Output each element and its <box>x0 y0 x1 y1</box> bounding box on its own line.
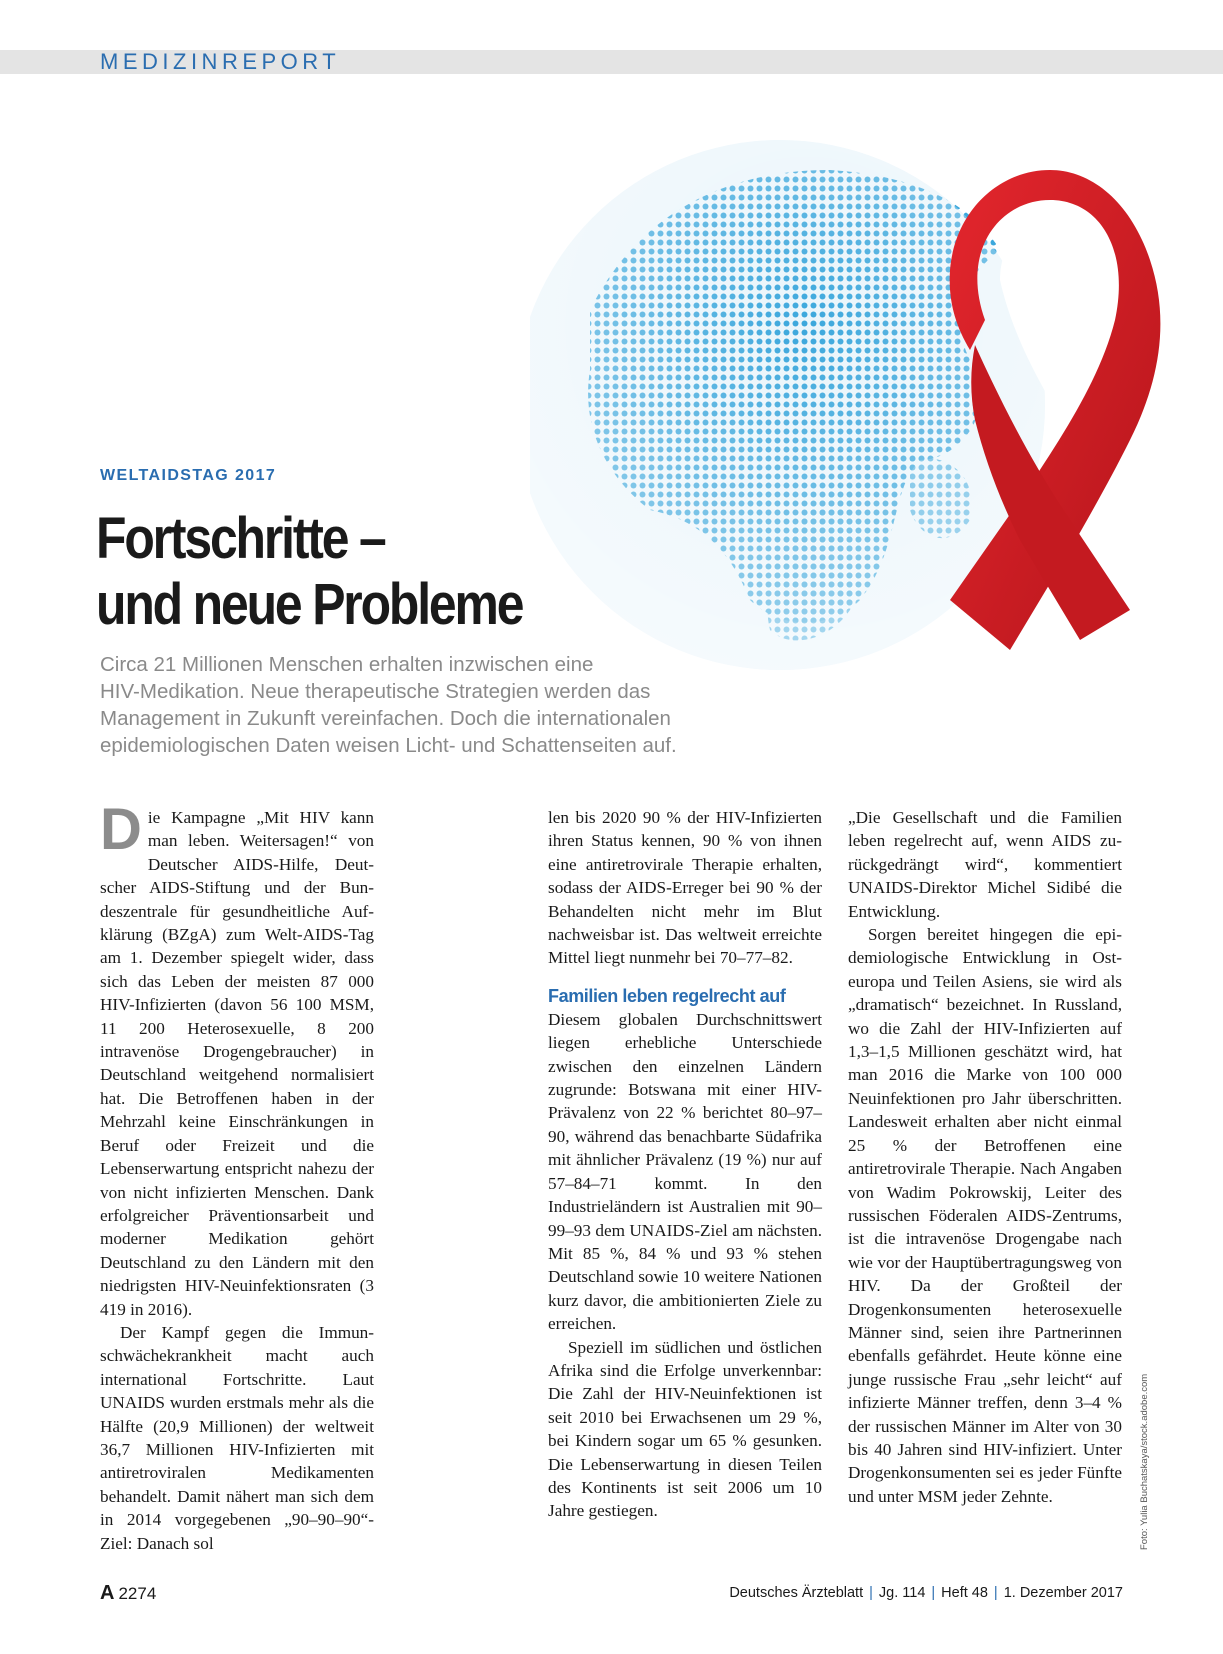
journal-name: Deutsches Ärzteblatt <box>729 1585 864 1601</box>
paragraph: „Die Gesellschaft und die Familien leben regelrecht auf, wenn AIDS zurückgedrängt wird“, kommentiert UNAIDS-Direktor Michel Sidibé die Entwicklung. <box>848 808 1122 921</box>
drop-cap: D <box>100 797 142 862</box>
subheading: Familien leben regelrecht auf <box>548 985 786 1006</box>
body-column-1 <box>100 797 374 1555</box>
footer-divider: | <box>869 1585 873 1601</box>
journal-footer <box>729 1585 1123 1601</box>
photo-credit: Foto: Yulia Buchatskaya/stock.adobe.com <box>1139 1373 1150 1550</box>
journal-date: 1. Dezember 2017 <box>1003 1585 1123 1601</box>
footer-divider: | <box>931 1585 936 1601</box>
page-letter: A <box>100 1582 115 1604</box>
body-column-2 <box>548 806 822 1523</box>
body-column-3 <box>848 806 1122 1508</box>
page-number-value: 2274 <box>118 1584 157 1603</box>
paragraph: Sorgen bereitet hingegen die epidemiologische Entwicklung in Osteuropa und Teilen Asiens, sie wird als „dramatisch“ bezeichnet. In Russland, wo die Zahl der HIV-Infizierten auf 1,3–1,5 Millionen geschätzt wird, hat man 2016 die Marke von 100 000 Neuinfektionen pro Jahr überschritten. Landesweit erhalten aber nicht einmal 25 % der Betroffenen eine antiretrovirale Therapie. Nach Angaben von Wadim Pokrowskij, Leiter des russischen Föderalen AIDS-Zentrums, ist die intravenöse Drogengabe nach wie vor der Hauptübertragungsweg von HIV. Da der Großteil der Drogenkonsumenten heterosexuelle Männer sind, seien ihre Partnerinnen ebenfalls gefährdet. Heute könne eine junge russische Frau „sehr leicht“ auf infizierte Männer treffen, denn 3–4 % der russischen Männer im Alter von 30 bis 40 Jahren sind HIV-infiziert. Unter Drogenkonsumenten sei es jeder Fünfte und unter MSM jeder Zehnte. <box>848 925 1122 1506</box>
article-lead <box>100 651 800 759</box>
paragraph: Der Kampf gegen die Immunschwächekrankheit macht auch international Fortschritte. Laut UNAIDS wurden erstmals mehr als die Hälfte (20,9 Millionen) der weltweit 36,7 Millionen HIV-Infizierten mit antiretroviralen Medikamenten behandelt. Damit nähert man sich dem in 2014 vorgegebenen „90–90–90“-Ziel: Danach sol <box>100 1322 374 1553</box>
paragraph: Speziell im südlichen und östlichen Afrika sind die Erfolge unverkennbar: Die Zahl der HIV-Neuinfektionen ist seit 2010 bei Erwachsenen um 29 %, bei Kindern sogar um 65 % gesunken. Die Lebenserwartung in diesen Teilen des Kontinents ist seit 2006 um 10 Jahre gestiegen. <box>548 1337 822 1521</box>
journal-volume: Jg. 114 <box>878 1585 926 1601</box>
journal-issue: Heft 48 <box>941 1585 988 1601</box>
headline-line-2: und neue Probleme <box>96 572 523 637</box>
lead-line-2: HIV-Medikation. Neue therapeutische Strategien werden das <box>100 680 651 703</box>
section-label: MEDIZINREPORT <box>100 49 341 74</box>
red-ribbon-icon <box>950 170 1161 650</box>
paragraph: len bis 2020 90 % der HIV-Infizierten ihren Status kennen, 90 % von ihnen eine antiretrovirale Therapie erhalten, sodass der AIDS-Erreger bei 90 % der Behandelten nicht mehr im Blut nachweisbar ist. Das weltweit erreichte Mittel liegt nunmehr bei 70–77–82. <box>548 808 822 968</box>
globe-ribbon-illustration <box>530 130 1170 690</box>
lead-line-1: Circa 21 Millionen Menschen erhalten inzwischen eine <box>100 653 594 676</box>
paragraph-text: ie Kampagne „Mit HIV kann man leben. Weitersagen!“ von Deutscher AIDS-Hilfe, Deutscher AIDS-Stiftung und der Bundeszentrale für gesundheitliche Aufklärung (BZgA) zum Welt-AIDS-Tag am 1. Dezember spiegelt wider, dass sich das Leben der meisten 87 000 HIV-Infizierten (davon 56 100 MSM, 11 200 Heterosexuelle, 8 200 intravenöse Drogengebraucher) in Deutschland weitgehend normalisiert hat. Die Betroffenen haben in der Mehrzahl keine Einschränkungen in Beruf oder Freizeit und die Lebenserwartung entspricht nahezu der von nicht infizierten Menschen. Dank erfolgreicher Präventionsarbeit und moderner Medikation gehört Deutschland zu den Ländern mit den niedrigsten HIV-Neuinfektionsraten (3 419 in 2016). <box>100 808 374 1319</box>
article-kicker: WELTAIDSTAG 2017 <box>100 467 277 484</box>
headline-line-1: Fortschritte – <box>96 506 385 571</box>
footer-divider: | <box>993 1585 998 1601</box>
article-headline <box>96 506 592 638</box>
lead-line-3: Management in Zukunft vereinfachen. Doch die internationalen <box>100 707 671 730</box>
lead-line-4: epidemiologischen Daten weisen Licht- und Schattenseiten auf. <box>100 734 677 757</box>
page-number <box>100 1582 156 1605</box>
paragraph <box>100 797 374 1321</box>
paragraph: Diesem globalen Durchschnittswert liegen erhebliche Unterschiede zwischen den einzelnen Ländern zugrunde: Botswana mit einer HIV-Prävalenz von 22 % berichtet 80–97–90, während das benachbarte Südafrika mit ähnlicher Prävalenz (19 %) nur auf 57–84–71 kommt. In den Industrieländern ist Australien mit 90–99–93 dem UNAIDS-Ziel am nächsten. Mit 85 %, 84 % und 93 % stehen Deutschland sowie 10 weitere Nationen kurz davor, die ambitionierten Ziele zu erreichen. <box>548 1009 822 1334</box>
